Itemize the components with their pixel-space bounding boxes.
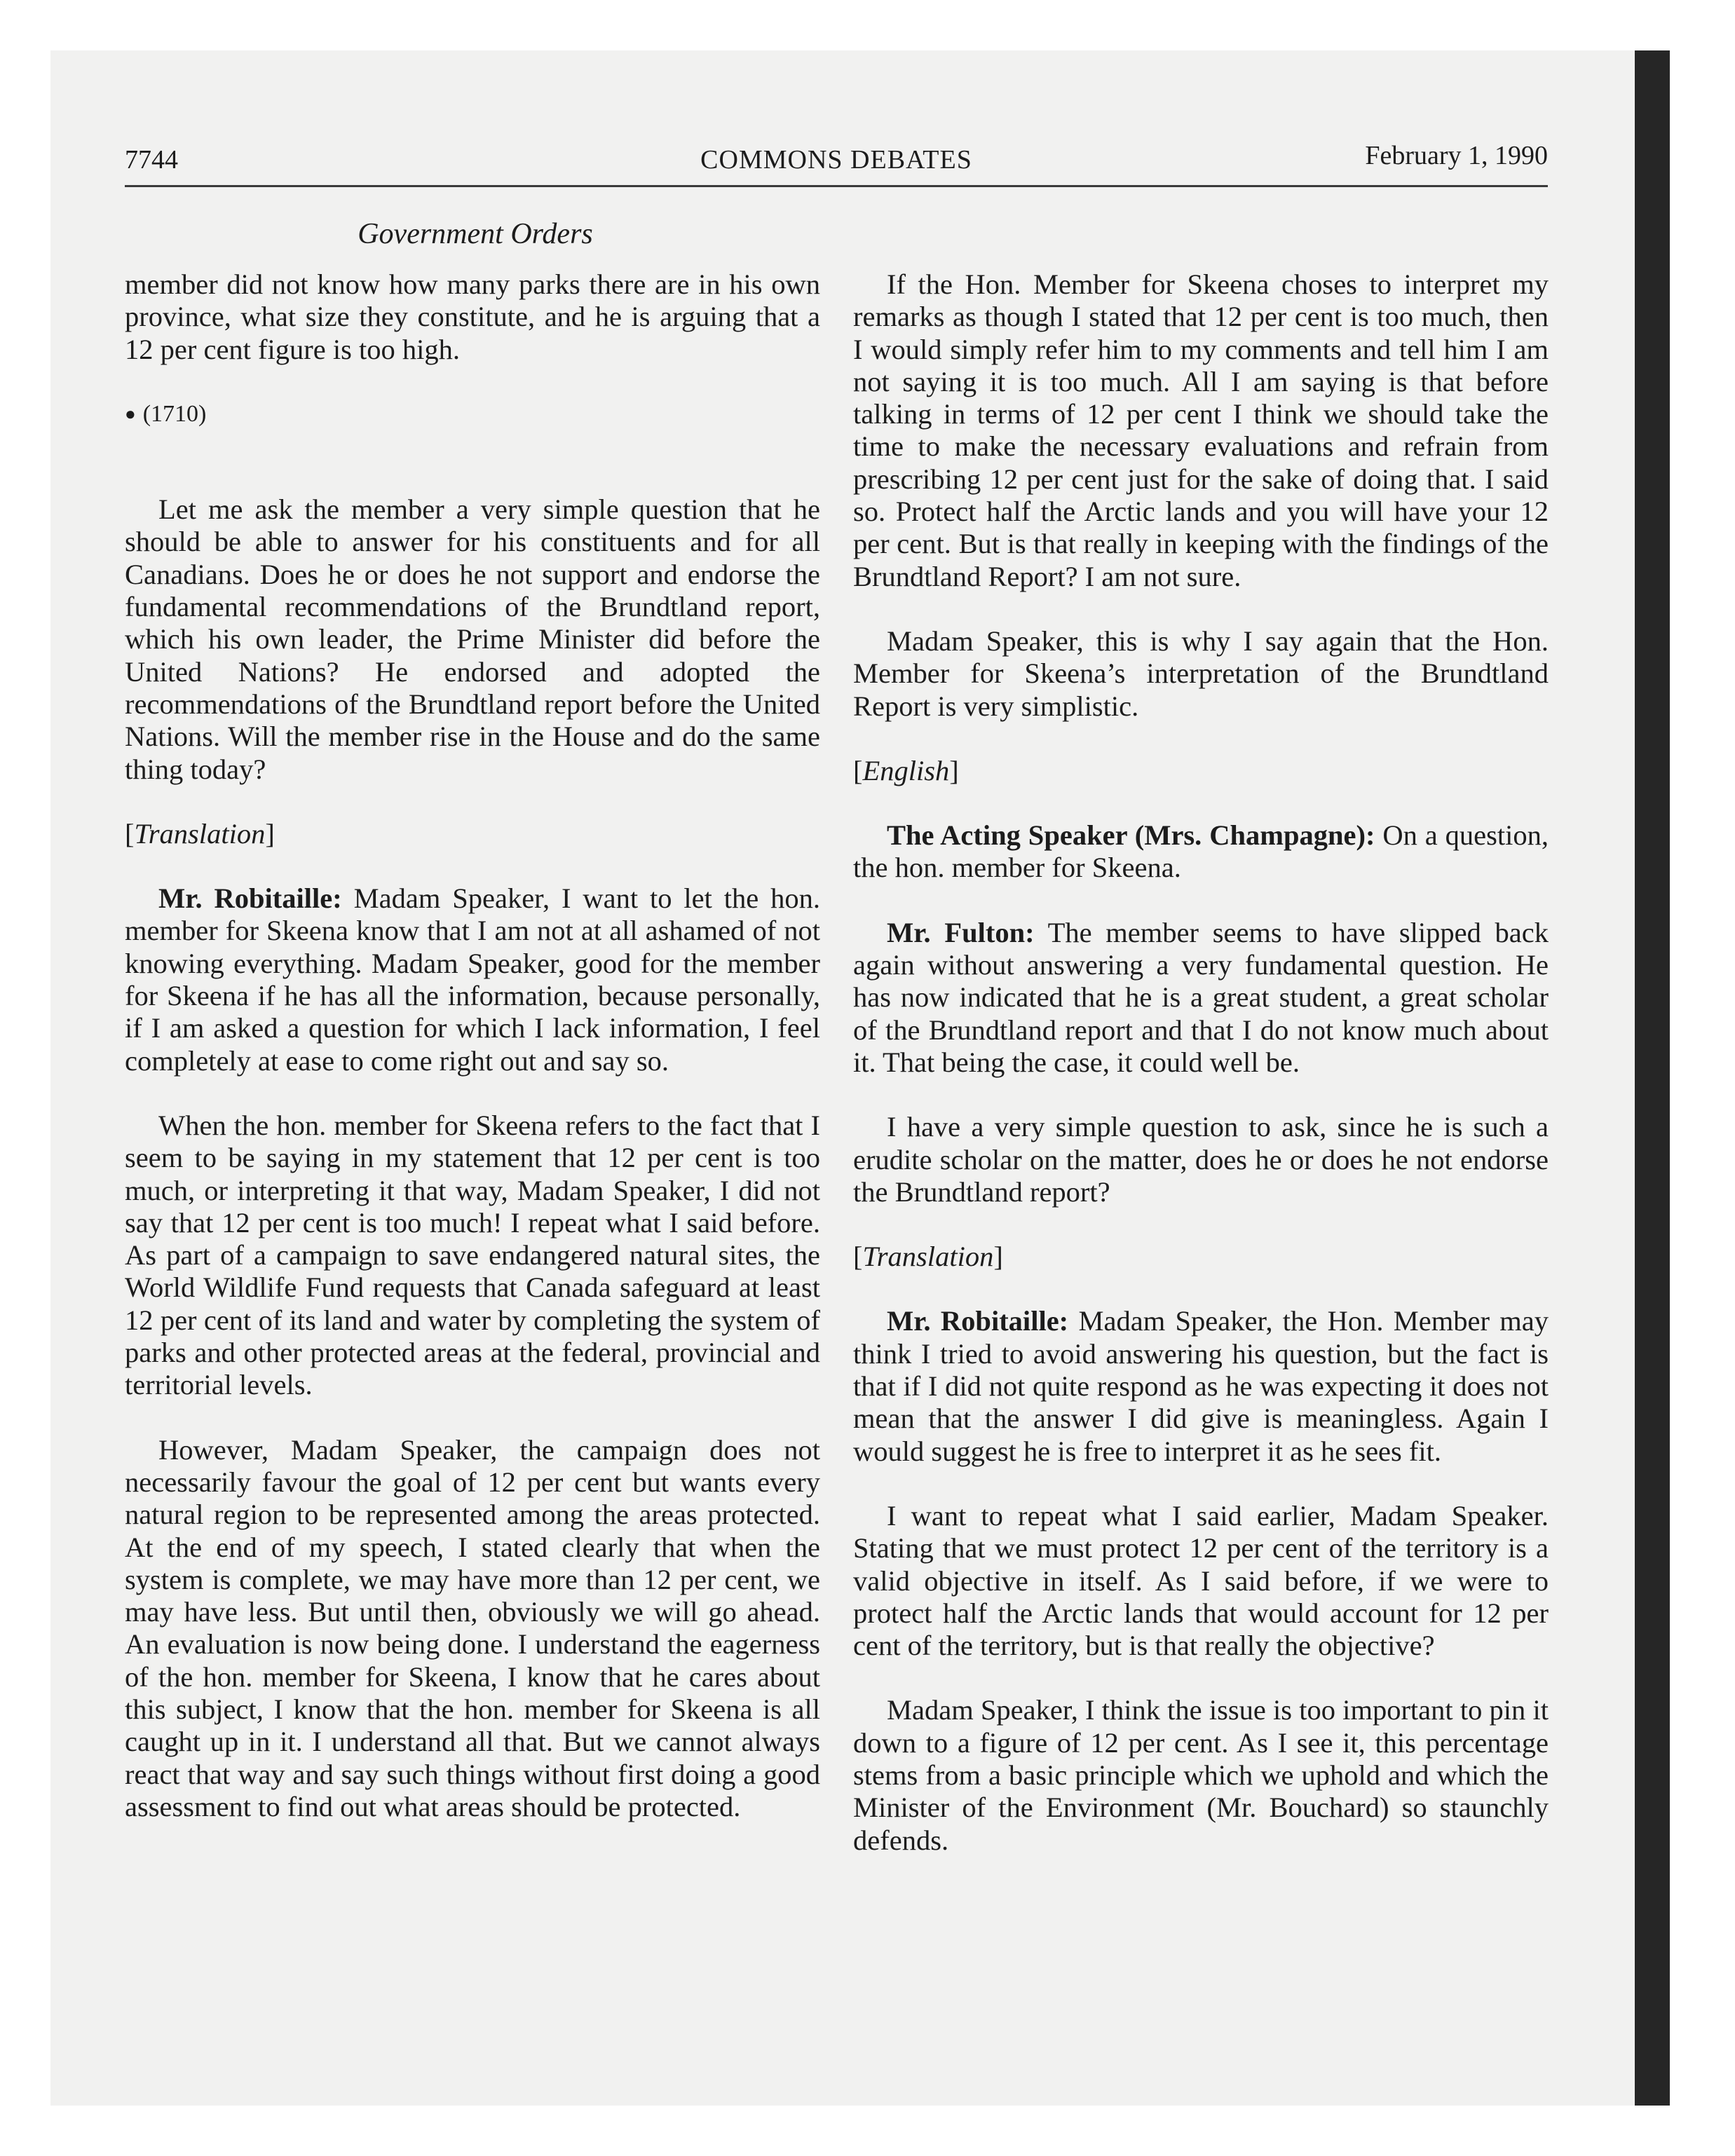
- paragraph: When the hon. member for Skeena refers to the fact that I seem to be saying in my statement that 12 per cent is too much, or interpreting it that way, Madam Speaker, I did not say that 12 per cent is too much! I repeat what I said before. As part of a campaign to save endangered natural sites, the World Wildlife Fund requests that Canada safeguard at least 12 per cent of its land and water by completing the system of parks and other protected areas at the federal, provincial and territorial levels.: [125, 1109, 820, 1401]
- speech-text: On a question, the hon. member for Skeena.: [853, 819, 1549, 884]
- language-note: [Translation]: [125, 817, 275, 850]
- sitting-date: February 1, 1990: [1365, 141, 1548, 170]
- section-title: Government Orders: [358, 218, 593, 250]
- time-marker-text: (1710): [142, 400, 207, 427]
- speech-text: Madam Speaker, the Hon. Member may think I tried to avoid answering his question, but the fact is that if I did not quite respond as he was expecting it does not mean that the answer I did give is meaningless. Again I would suggest he is free to interpret it as he sees fit.: [853, 1305, 1549, 1467]
- speech-text: The member seems to have slipped back again without answering a very fundamental question. He has now indicated that he is a great student, a great scholar of the Brundtland report and that I do not know much about it. That being the case, it could well be.: [853, 916, 1549, 1078]
- right-column: [853, 268, 1549, 1889]
- paragraph: Let me ask the member a very simple question that he should be able to answer for his constituents and for all Canadians. Does he or does he not support and endorse the fundamental recommendations of the Brundtland report, which his own leader, the Prime Minister did before the United Nations? He endorsed and adopted the recommendations of the Brundtland report before the United Nations. Will the member rise in the House and do the same thing today?: [125, 493, 820, 785]
- paragraph: Madam Speaker, this is why I say again that the Hon. Member for Skeena’s interpretation of the Brundtland Report is very simplistic.: [853, 625, 1549, 722]
- speaker-name: The Acting Speaker (Mrs. Champagne):: [887, 819, 1375, 852]
- scan-edge-shadow: [1635, 50, 1670, 2106]
- time-marker: [125, 398, 820, 430]
- speaker-name: Mr. Robitaille:: [887, 1305, 1069, 1337]
- paragraph: Madam Speaker, I think the issue is too important to pin it down to a figure of 12 per cent. As I see it, this percentage stems from a basic principle which we uphold and which the Minister of the Environment (Mr. Bouchard) so staunchly defends.: [853, 1694, 1549, 1856]
- language-note: [English]: [853, 754, 959, 786]
- paragraph: I have a very simple question to ask, since he is such a erudite scholar on the matter, does he or does he not endorse the Brundtland report?: [853, 1111, 1549, 1208]
- paragraph: I want to repeat what I said earlier, Madam Speaker. Stating that we must protect 12 per cent of the territory is a valid objective in itself. As I said before, if we were to protect half the Arctic lands that would account for 12 per cent of the territory, but is that really the objective?: [853, 1499, 1549, 1662]
- language-note-text: English: [862, 754, 950, 786]
- speaker-name: Mr. Fulton:: [887, 916, 1035, 948]
- speaker-name: Mr. Robitaille:: [158, 882, 342, 915]
- speech-paragraph: [125, 882, 820, 1077]
- bullet-icon: ●: [125, 403, 136, 424]
- paragraph: However, Madam Speaker, the campaign does not necessarily favour the goal of 12 per cent but wants every natural region to be represented among the areas protected. At the end of my speech, I stated clearly that when the system is complete, we may have more than 12 per cent, we may have less. But until then, obviously we will go ahead. An evaluation is now being done. I understand the eagerness of the hon. member for Skeena, I know that he cares about this subject, I know that the hon. member for Skeena is all caught up in it. I understand all that. But we cannot always react that way and say such things without first doing a good assessment to find out what areas should be protected.: [125, 1433, 820, 1822]
- speech-text: Madam Speaker, I want to let the hon. member for Skeena know that I am not at all ashamed of not knowing everything. Madam Speaker, good for the member for Skeena if he has all the information, because personally, if I am asked a question for which I lack information, I feel completely at ease to come right out and say so.: [125, 882, 821, 1077]
- page-number: 7744: [125, 145, 178, 175]
- language-note: [Translation]: [853, 1241, 1003, 1273]
- paragraph: If the Hon. Member for Skeena choses to interpret my remarks as though I stated that 12 per cent is too much, then I would simply refer him to my comments and tell him I am not saying it is too much. All I am saying is that before talking in terms of 12 per cent I think we should take the time to make the necessary evaluations and refrain from prescribing 12 per cent just for the sake of doing that. I said so. Protect half the Arctic lands and you will have your 12 per cent. But is that really in keeping with the findings of the Brundtland Report? I am not sure.: [853, 268, 1549, 592]
- header-rule: [125, 185, 1548, 187]
- publication-title: COMMONS DEBATES: [700, 145, 972, 175]
- speech-paragraph: [853, 819, 1549, 885]
- language-note-text: Translation: [862, 1241, 994, 1273]
- speech-paragraph: [853, 1305, 1549, 1467]
- paragraph: member did not know how many parks there are in his own province, what size they constitute, and he is arguing that a 12 per cent figure is too high.: [125, 268, 820, 365]
- left-column: [125, 268, 820, 1855]
- speech-paragraph: [853, 917, 1549, 1079]
- running-head: [125, 140, 1548, 182]
- language-note-text: Translation: [134, 817, 266, 850]
